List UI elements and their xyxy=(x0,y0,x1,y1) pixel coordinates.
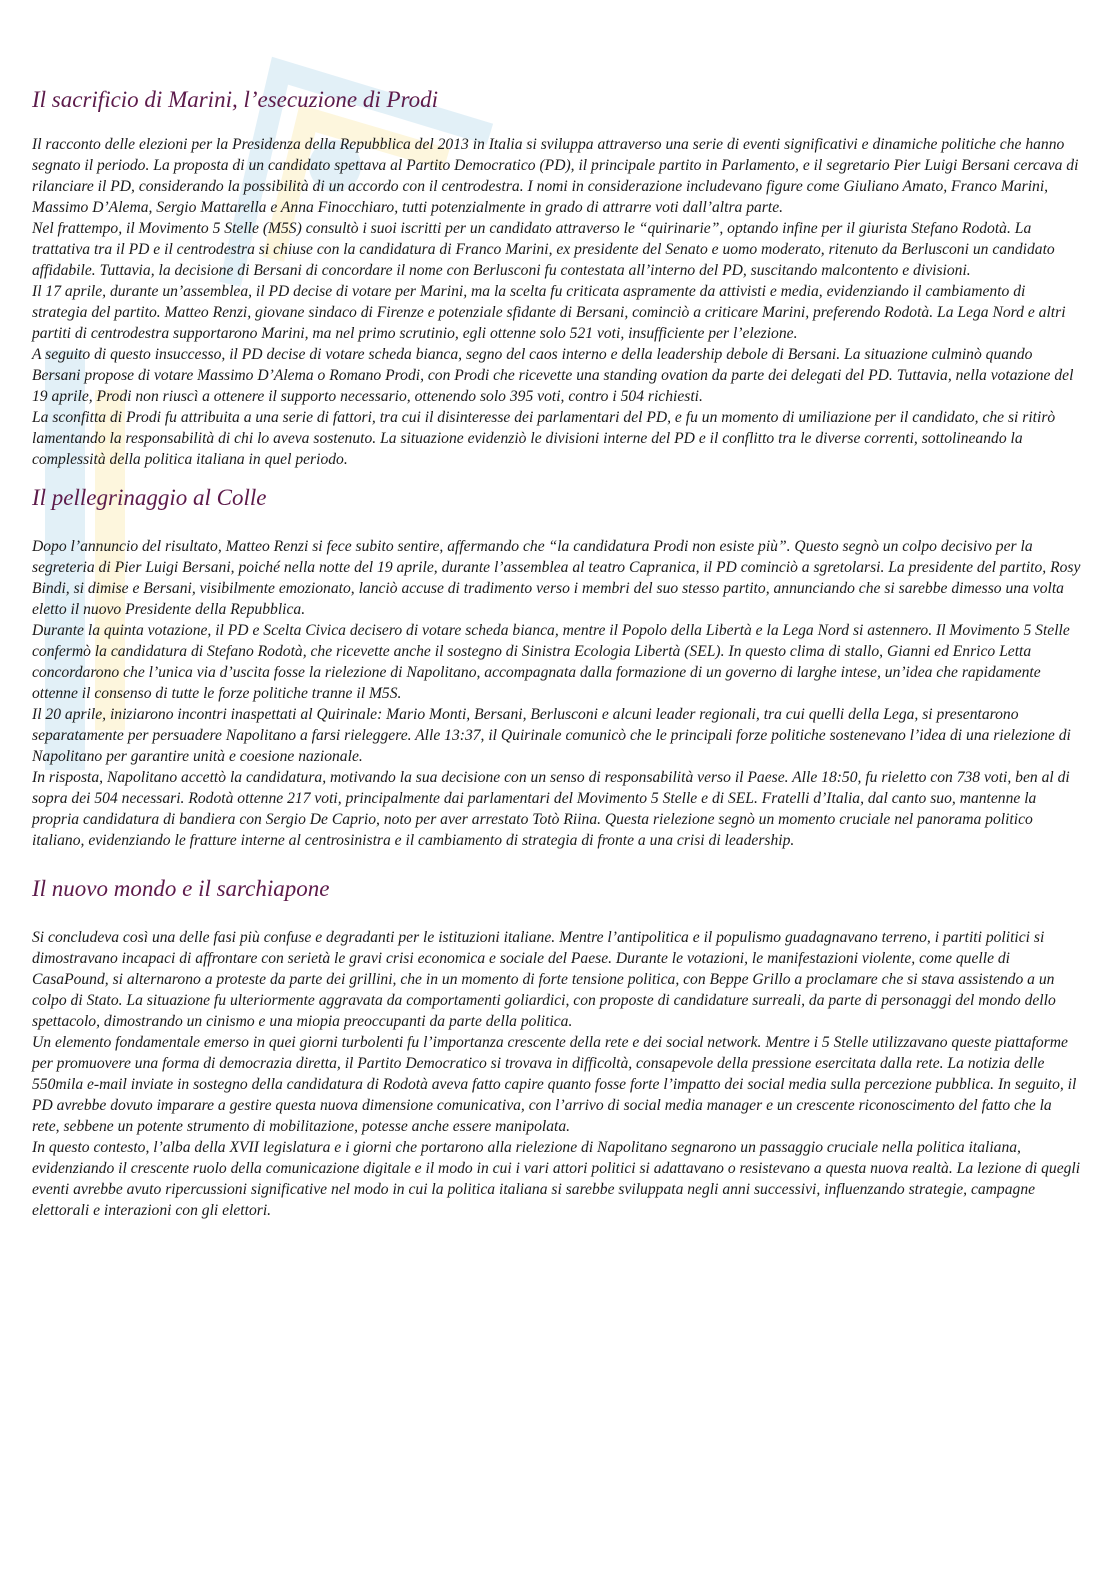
paragraph: Si concludeva così una delle fasi più confuse e degradanti per le istituzioni italiane. Mentre l’antipolitica e il populismo guadagnavano terreno, i partiti politici si dimostravano incapaci di affrontare con serietà le gravi crisi economica e sociale del Paese. Durante le votazioni, le manifestazioni violente, come quelle di CasaPound, si alternarono a proteste da parte dei grillini, che in un momento di forte tensione politica, con Beppe Grillo a proclamare che si stava assistendo a un colpo di Stato. La situazione fu ulteriormente aggravata da comportamenti goliardici, con proposte di candidature surreali, da parte di personaggi del mondo dello spettacolo, dimostrando un cinismo e una miopia preoccupanti da parte della politica. xyxy=(32,929,1056,1030)
paragraph: Un elemento fondamentale emerso in quei giorni turbolenti fu l’importanza crescente della rete e dei social network. Mentre i 5 Stelle utilizzavano queste piattaforme per promuovere una forma di democrazia diretta, il Partito Democratico si trovava in difficoltà, consapevole della pressione esercitata dalla rete. La notizia delle 550mila e-mail inviate in sostegno della candidatura di Rodotà aveva fatto capire quanto fosse forte l’impatto dei social media sulla percezione pubblica. In seguito, il PD avrebbe dovuto imparare a gestire questa nuova dimensione comunicativa, con l’arrivo di social media manager e un crescente riconoscimento del fatto che la rete, sebbene un potente strumento di mobilitazione, potesse anche essere manipolata. xyxy=(32,1034,1077,1135)
paragraph: Il racconto delle elezioni per la Presidenza della Repubblica del 2013 in Italia si sviluppa attraverso una serie di eventi significativi e dinamiche politiche che hanno segnato il periodo. La proposta di un candidato spettava al Partito Democratico (PD), il principale partito in Parlamento, e il segretario Pier Luigi Bersani cercava di rilanciare il PD, considerando la possibilità di un accordo con il centrodestra. I nomi in considerazione includevano figure come Giuliano Amato, Franco Marini, Massimo D’Alema, Sergio Mattarella e Anna Finocchiaro, tutti potenzialmente in grado di attrarre voti dall’altra parte. xyxy=(32,136,1079,216)
paragraph: A seguito di questo insuccesso, il PD decise di votare scheda bianca, segno del caos interno e della leadership debole di Bersani. La situazione culminò quando Bersani propose di votare Massimo D’Alema o Romano Prodi, con Prodi che ricevette una standing ovation da parte dei delegati del PD. Tuttavia, nella votazione del 19 aprile, Prodi non riuscì a ottenere il supporto necessario, ottenendo solo 395 voti, contro i 504 richiesti. xyxy=(32,346,1074,405)
paragraph: Dopo l’annuncio del risultato, Matteo Renzi si fece subito sentire, affermando che “la candidatura Prodi non esiste più”. Questo segnò un colpo decisivo per la segreteria di Pier Luigi Bersani, poiché nella notte del 19 aprile, durante l’assemblea al teatro Capranica, il PD cominciò a sgretolarsi. La presidente del partito, Rosy Bindi, si dimise e Bersani, visibilmente emozionato, lanciò accuse di tradimento verso i membri del suo stesso partito, annunciando che si sarebbe dimesso una volta eletto il nuovo Presidente della Repubblica. xyxy=(32,538,1081,618)
section-title: Il nuovo mondo e il sarchiapone xyxy=(32,876,330,901)
section-title: Il sacrificio di Marini, l’esecuzione di Prodi xyxy=(32,87,439,112)
paragraph: Il 17 aprile, durante un’assemblea, il PD decise di votare per Marini, ma la scelta fu criticata aspramente da attivisti e media, evidenziando il cambiamento di strategia del partito. Matteo Renzi, giovane sindaco di Firenze e potenziale sfidante di Bersani, cominciò a criticare Marini, preferendo Rodotà. La Lega Nord e altri partiti di centrodestra supportarono Marini, ma nel primo scrutinio, egli ottenne solo 521 voti, insufficiente per l’elezione. xyxy=(32,283,1066,342)
paragraph: Durante la quinta votazione, il PD e Scelta Civica decisero di votare scheda bianca, mentre il Popolo della Libertà e la Lega Nord si astennero. Il Movimento 5 Stelle confermò la candidatura di Stefano Rodotà, che ricevette anche il sostegno di Sinistra Ecologia Libertà (SEL). In questo clima di stallo, Gianni ed Enrico Letta concordarono che l’unica via d’uscita fosse la rielezione di Napolitano, accompagnata dalla formazione di un governo di larghe intese, un’idea che rapidamente ottenne il consenso di tutte le forze politiche tranne il M5S. xyxy=(32,622,1070,702)
section-title: Il pellegrinaggio al Colle xyxy=(32,485,267,510)
paragraph: In questo contesto, l’alba della XVII legislatura e i giorni che portarono alla rielezione di Napolitano segnarono un passaggio cruciale nella politica italiana, evidenziando il crescente ruolo della comunicazione digitale e il modo in cui i vari attori politici si adattavano o resistevano a questa nuova realtà. La lezione di quegli eventi avrebbe avuto ripercussioni significative nel modo in cui la politica italiana si sarebbe sviluppata negli anni successivi, influenzando strategie, campagne elettorali e interazioni con gli elettori. xyxy=(32,1139,1081,1219)
document-page xyxy=(32,86,1082,1221)
section-pellegrinaggio xyxy=(32,484,1082,851)
paragraph: La sconfitta di Prodi fu attribuita a una serie di fattori, tra cui il disinteresse dei parlamentari del PD, e fu un momento di umiliazione per il candidato, che si ritirò lamentando la responsabilità di chi lo aveva sostenuto. La situazione evidenziò le divisioni interne del PD e il conflitto tra le diverse correnti, sottolineando la complessità della politica italiana in quel periodo. xyxy=(32,409,1056,468)
paragraph: Nel frattempo, il Movimento 5 Stelle (M5S) consultò i suoi iscritti per un candidato attraverso le “quirinarie”, optando infine per il giurista Stefano Rodotà. La trattativa tra il PD e il centrodestra si chiuse con la candidatura di Franco Marini, ex presidente del Senato e uomo moderato, ritenuto da Berlusconi un candidato affidabile. Tuttavia, la decisione di Bersani di concordare il nome con Berlusconi fu contestata all’interno del PD, suscitando malcontento e divisioni. xyxy=(32,220,1055,279)
section-nuovo-mondo xyxy=(32,875,1082,1221)
paragraph: Il 20 aprile, iniziarono incontri inaspettati al Quirinale: Mario Monti, Bersani, Berlusconi e alcuni leader regionali, tra cui quelli della Lega, si presentarono separatamente per persuadere Napolitano a farsi rieleggere. Alle 13:37, il Quirinale comunicò che le principali forze politiche sostenevano l’idea di una rielezione di Napolitano per garantire unità e coesione nazionale. xyxy=(32,706,1071,765)
section-marini-prodi xyxy=(32,86,1082,470)
paragraph: In risposta, Napolitano accettò la candidatura, motivando la sua decisione con un senso di responsabilità verso il Paese. Alle 18:50, fu rieletto con 738 voti, ben al di sopra dei 504 necessari. Rodotà ottenne 217 voti, principalmente dai parlamentari del Movimento 5 Stelle e di SEL. Fratelli d’Italia, dal canto suo, mantenne la propria candidatura di bandiera con Sergio De Caprio, noto per aver arrestato Totò Riina. Questa rielezione segnò un momento cruciale nel panorama politico italiano, evidenziando le fratture interne al centrosinistra e il cambiamento di strategia di fronte a una crisi di leadership. xyxy=(32,769,1070,849)
